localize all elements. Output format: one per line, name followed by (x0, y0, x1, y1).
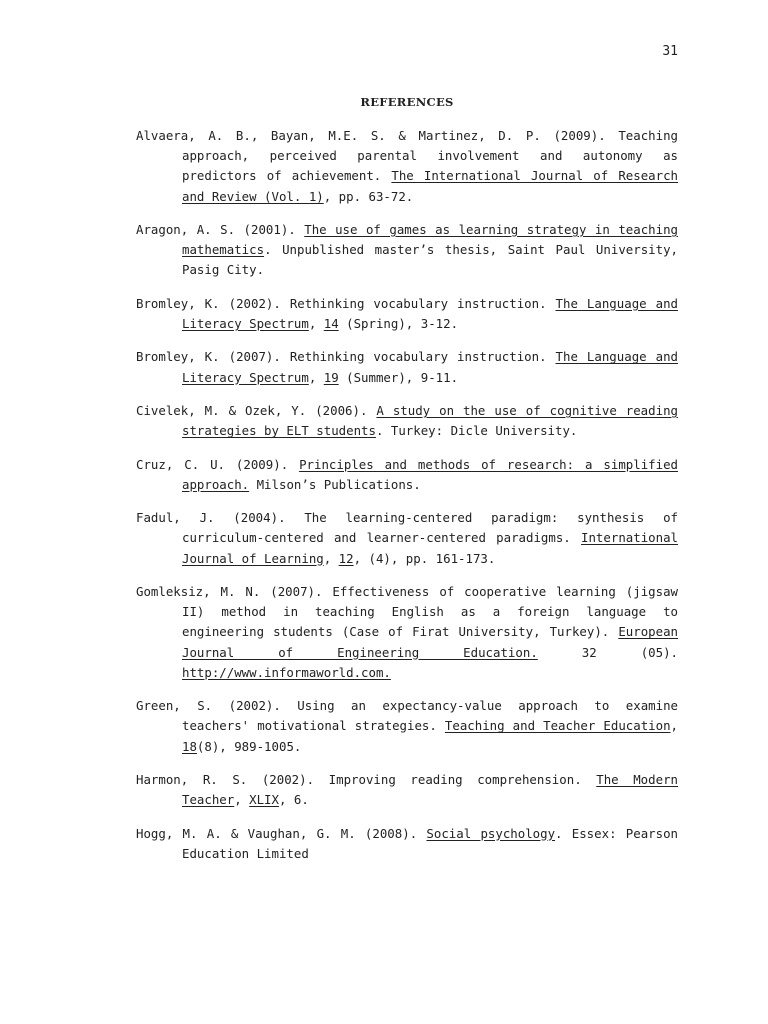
reference-text: Aragon, A. S. (2001). (136, 222, 305, 237)
reference-text: , (4), pp. 161-173. (353, 550, 496, 566)
reference-entry (136, 582, 678, 683)
underlined-title: The Language and Literacy Spectrum (182, 295, 678, 331)
reference-text: (8), 989-1005. (196, 738, 302, 754)
underlined-title: Social psychology (426, 825, 556, 841)
underlined-title: European Journal of Engineering Education. (182, 624, 678, 660)
reference-text: , (234, 792, 250, 808)
reference-text: , pp. 63-72. (323, 188, 414, 204)
underlined-title: 14 (323, 316, 339, 331)
reference-text: Hogg, M. A. & Vaughan, G. M. (2008). (136, 825, 427, 841)
page-title: REFERENCES (360, 95, 454, 109)
underlined-title: The use of games as learning strategy in teaching mathematics (182, 222, 678, 258)
underlined-title: The Language and Literacy Spectrum (182, 349, 678, 385)
reference-entry (136, 294, 678, 334)
reference-text: 32 (05). (537, 644, 678, 660)
underlined-title: http://www.informaworld.com. (182, 664, 391, 680)
underlined-title: Principles and methods of research: a simplified approach. (182, 456, 678, 492)
reference-list (136, 126, 678, 877)
reference-text: . Unpublished master’s thesis, Saint Paul University, Pasig City. (182, 242, 678, 278)
reference-text: Gomleksiz, M. N. (2007). Effectiveness of cooperative learning (jigsaw II) method in teaching English as a foreign language to engineering students (Case of Firat University, Turkey). (136, 583, 678, 640)
reference-text: , (670, 718, 679, 734)
reference-text: Alvaera, A. B., Bayan, M.E. S. & Martinez, D. P. (2009). Teaching approach, perceived parental involvement and autonomy as predictors of achievement. (136, 128, 678, 184)
reference-entry (136, 770, 678, 810)
reference-text: Civelek, M. & Ozek, Y. (2006). (136, 402, 377, 418)
reference-entry (136, 508, 678, 569)
reference-text: , (308, 369, 324, 385)
underlined-title: The Modern Teacher (182, 771, 678, 808)
underlined-title: International Journal of Learning (182, 530, 678, 566)
reference-text: Bromley, K. (2007). Rethinking vocabulary instruction. (136, 349, 556, 365)
underlined-title: Teaching and Teacher Education (444, 718, 671, 734)
reference-text: (Summer), 9-11. (338, 369, 459, 385)
underlined-title: 19 (323, 369, 339, 385)
reference-entry (136, 455, 678, 495)
page-number: 31 (662, 44, 678, 59)
underlined-title: A study on the use of cognitive reading strategies by ELT students (182, 402, 678, 439)
reference-text: Green, S. (2002). Using an expectancy-value approach to examine teachers' motivational strategies. (136, 698, 678, 734)
reference-text: , (308, 316, 324, 331)
underlined-title: 18 (182, 738, 197, 754)
reference-text: Harmon, R. S. (2002). Improving reading comprehension. (136, 771, 597, 787)
reference-entry (136, 220, 678, 281)
reference-text: . Essex: Pearson Education Limited (182, 825, 679, 861)
reference-text: . Turkey: Dicle University. (375, 423, 578, 439)
reference-text: Bromley, K. (2002). Rethinking vocabulary instruction. (136, 295, 556, 311)
reference-entry (136, 347, 678, 387)
reference-entry (136, 696, 678, 757)
reference-text: , 6. (278, 792, 309, 808)
reference-entry (136, 824, 678, 864)
reference-text: Milson’s Publications. (249, 476, 421, 492)
reference-text: (Spring), 3-12. (338, 316, 459, 331)
reference-text: , (323, 550, 339, 566)
reference-text: Cruz, C. U. (2009). (136, 456, 300, 472)
reference-entry (136, 401, 678, 441)
underlined-title: The International Journal of Research and Review (Vol. 1) (182, 168, 678, 204)
reference-entry (136, 126, 678, 207)
reference-text: Fadul, J. (2004). The learning-centered paradigm: synthesis of curriculum-centered and learner-centered paradigms. (136, 510, 678, 546)
underlined-title: XLIX (249, 792, 279, 808)
underlined-title: 12 (338, 550, 354, 566)
